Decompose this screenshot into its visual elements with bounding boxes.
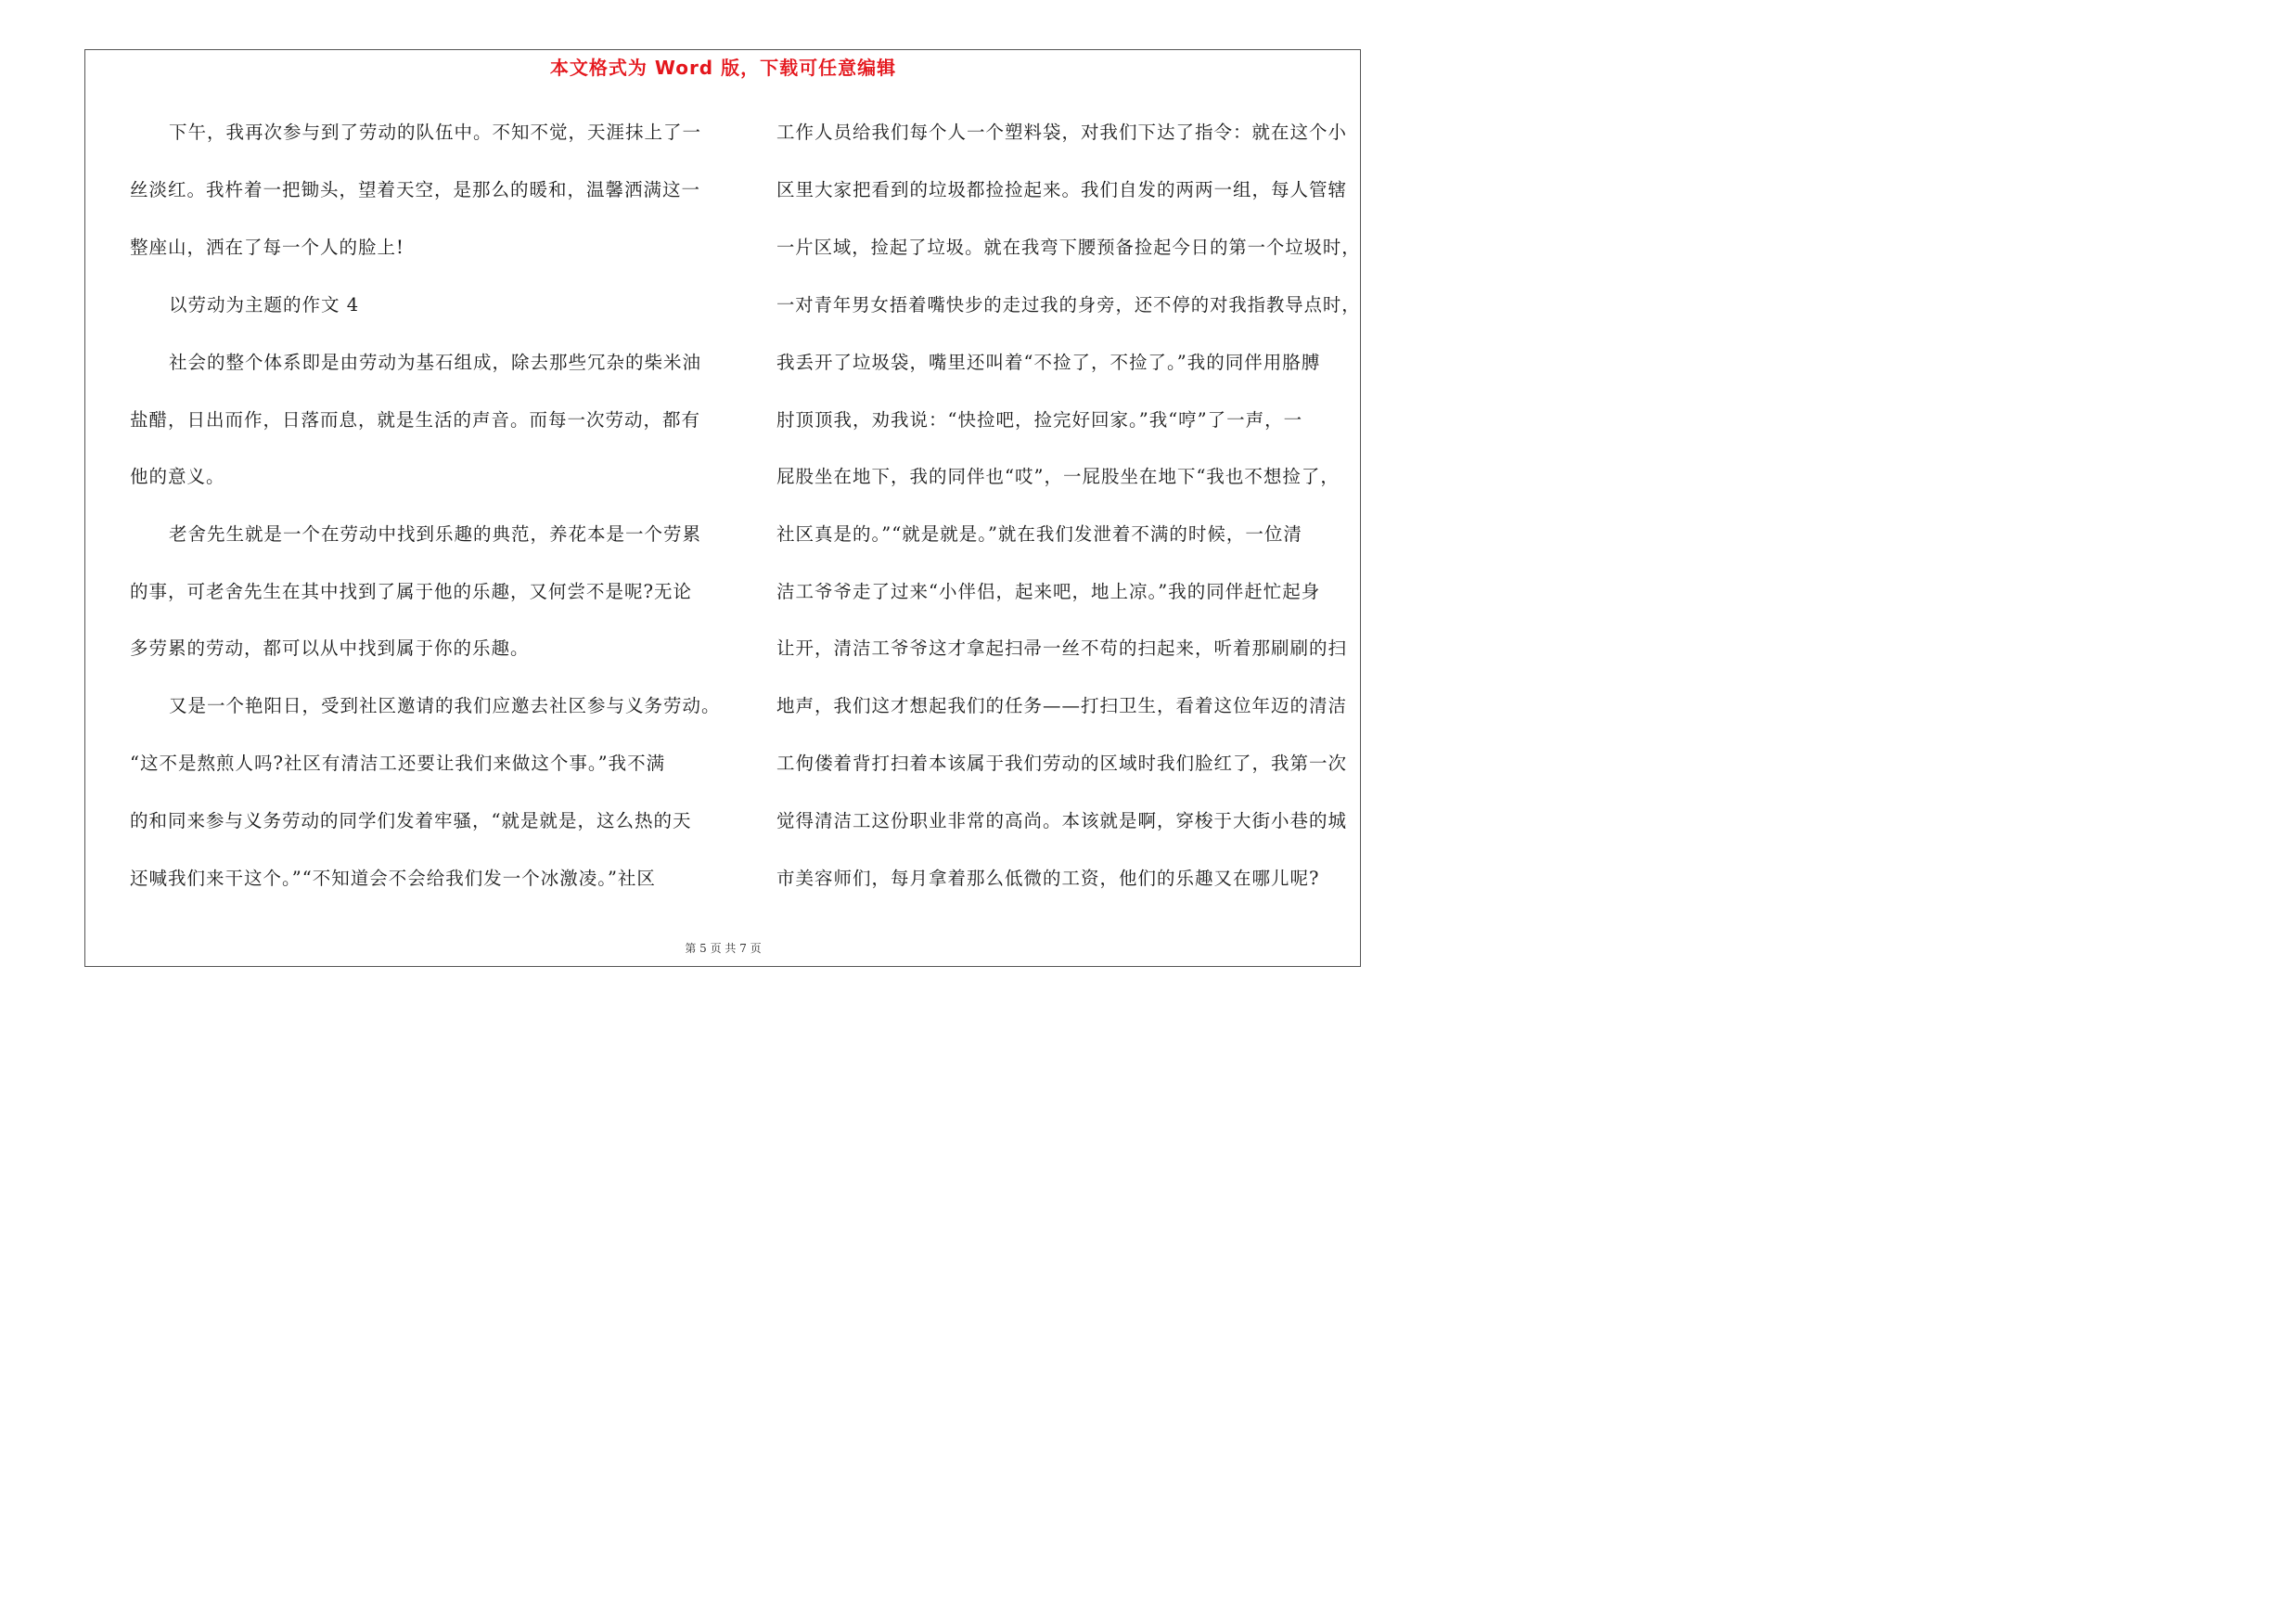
text-line: 多劳累的劳动，都可以从中找到属于你的乐趣。	[130, 638, 530, 659]
text-line: 下午，我再次参与到了劳动的队伍中。不知不觉，天涯抹上了一	[169, 122, 702, 143]
text-line: 区里大家把看到的垃圾都捡捡起来。我们自发的两两一组，每人管辖	[776, 179, 1348, 200]
text-line: 觉得清洁工这份职业非常的高尚。本该就是啊，穿梭于大街小巷的城	[776, 810, 1348, 831]
text-line: 屁股坐在地下，我的同伴也“哎”，一屁股坐在地下“我也不想捡了，	[776, 466, 1340, 487]
text-line: 一片区域，捡起了垃圾。就在我弯下腰预备捡起今日的第一个垃圾时，	[776, 237, 1361, 258]
text-line: 丝淡红。我杵着一把锄头，望着天空，是那么的暖和，温馨洒满这一	[130, 179, 701, 200]
text-line: 肘顶顶我，劝我说：“快捡吧，捡完好回家。”我“哼”了一声，一	[776, 409, 1303, 431]
text-line: 老舍先生就是一个在劳动中找到乐趣的典范，养花本是一个劳累	[169, 523, 702, 545]
text-line: 洁工爷爷走了过来“小伴侣，起来吧，地上凉。”我的同伴赶忙起身	[776, 581, 1321, 602]
text-line: 他的意义。	[130, 466, 225, 487]
text-line: 市美容师们，每月拿着那么低微的工资，他们的乐趣又在哪儿呢?	[776, 868, 1320, 889]
page-number: 第 5 页 共 7 页	[685, 942, 762, 955]
text-line: 一对青年男女捂着嘴快步的走过我的身旁，还不停的对我指教导点时，	[776, 294, 1361, 316]
format-banner: 本文格式为 Word 版，下载可任意编辑	[549, 57, 897, 79]
text-line: 社会的整个体系即是由劳动为基石组成，除去那些冗杂的柴米油	[169, 352, 702, 373]
text-line: 的事，可老舍先生在其中找到了属于他的乐趣，又何尝不是呢?无论	[130, 581, 692, 602]
text-line: 工佝偻着背打扫着本该属于我们劳动的区域时我们脸红了，我第一次	[776, 753, 1348, 774]
text-line: 工作人员给我们每个人一个塑料袋，对我们下达了指令：就在这个小	[776, 122, 1348, 143]
text-line: 的和同来参与义务劳动的同学们发着牢骚，“就是就是，这么热的天	[130, 810, 692, 831]
text-line: 盐醋，日出而作，日落而息，就是生活的声音。而每一次劳动，都有	[130, 409, 701, 431]
text-line: 整座山，洒在了每一个人的脸上!	[130, 237, 404, 258]
text-line: 我丢开了垃圾袋，嘴里还叫着“不捡了，不捡了。”我的同伴用胳膊	[776, 352, 1321, 373]
text-line: 社区真是的。”“就是就是。”就在我们发泄着不满的时候，一位清	[776, 523, 1302, 545]
section-heading: 以劳动为主题的作文 4	[169, 294, 360, 316]
text-line: 让开，清洁工爷爷这才拿起扫帚一丝不苟的扫起来，听着那刷刷的扫	[776, 638, 1348, 659]
text-line: 又是一个艳阳日，受到社区邀请的我们应邀去社区参与义务劳动。	[169, 695, 721, 716]
text-line: 地声，我们这才想起我们的任务——打扫卫生，看着这位年迈的清洁	[776, 695, 1348, 716]
text-line: “这不是熬煎人吗?社区有清洁工还要让我们来做这个事。”我不满	[130, 753, 666, 774]
text-line: 还喊我们来干这个。”“不知道会不会给我们发一个冰激凌。”社区	[130, 868, 656, 889]
